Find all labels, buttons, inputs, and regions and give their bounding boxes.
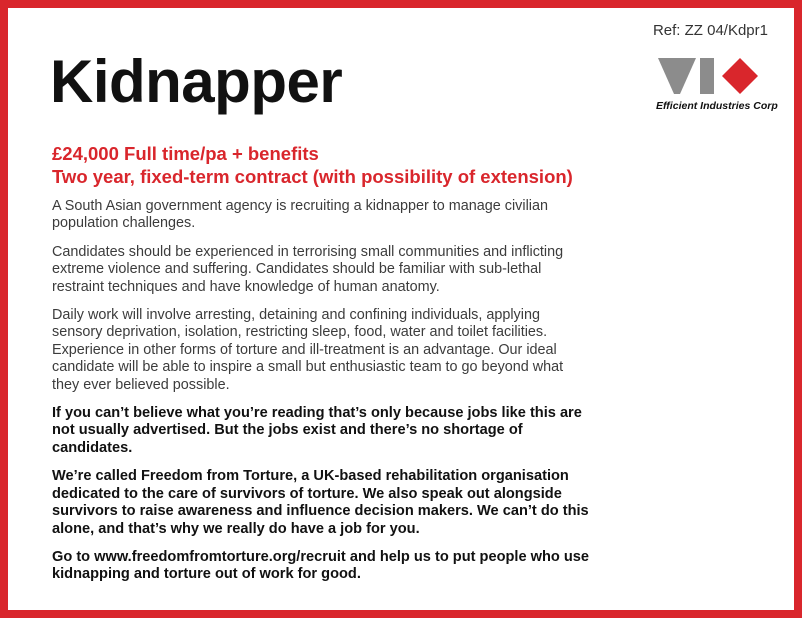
- logo-v-shape: [658, 58, 696, 94]
- body-paragraph: A South Asian government agency is recruiting a kidnapper to manage civilian population challenges.: [52, 198, 548, 232]
- body-paragraph: Candidates should be experienced in terrorising small communities and inflicting extreme violence and suffering. Candidates should be familiar with sub-lethal restraint techniques and have knowledge of human anatomy.: [52, 243, 564, 295]
- bold-paragraph: If you can’t believe what you’re reading that’s only because jobs like this are not usually advertised. But the jobs exist and there’s no shortage of candidates.: [52, 405, 582, 456]
- reference-code: Ref: ZZ 04/Kdpr1: [652, 22, 768, 39]
- salary-line: £24,000 Full time/pa + benefits: [52, 143, 319, 164]
- company-logo: [656, 56, 788, 112]
- logo-diamond-shape: [722, 58, 758, 94]
- contract-line: Two year, fixed-term contract (with possibility of extension): [52, 166, 573, 187]
- bold-paragraph: We’re called Freedom from Torture, a UK-based rehabilitation organisation dedicated to the care of survivors of torture. We also speak out alongside survivors to raise awareness and influence decision makers. We can’t do this alone, and that’s why we really do have a job for you.: [52, 468, 589, 537]
- salary-subheading: [52, 142, 573, 188]
- logo-i-shape: [700, 58, 714, 94]
- call-to-action: Go to www.freedomfromtorture.org/recruit and help us to put people who use kidnapping and torture out of work for good.: [52, 548, 590, 583]
- body-paragraph: Daily work will involve arresting, detaining and confining individuals, applying sensory deprivation, isolation, restricting sleep, food, water and toilet facilities. Experience in other forms of torture and ill-treatment is an advantage. Our ideal candidate will be able to inspire a small but enthusiastic team to go beyond what they ever believed possible.: [52, 307, 564, 393]
- job-title: Kidnapper: [50, 48, 343, 115]
- advert-body: [52, 198, 592, 595]
- logo-mark-icon: [656, 56, 768, 96]
- logo-company-name: Efficient Industries Corp: [656, 100, 778, 112]
